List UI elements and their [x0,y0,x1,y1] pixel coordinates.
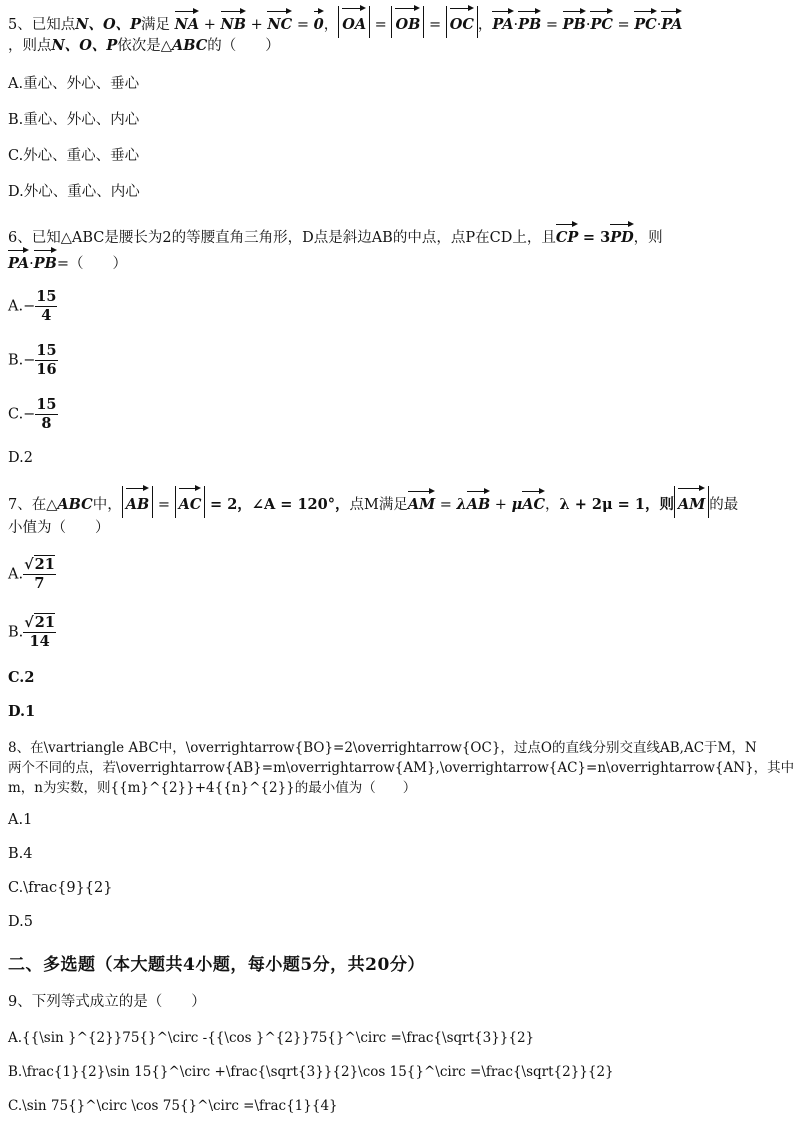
q5-cond-word: 满足 [141,17,171,33]
q6-option-b-label: B.− [8,352,36,369]
q6-option-d: D.2 [8,450,33,466]
q6-option-a [8,288,57,325]
q6-option-c-label: C.− [8,406,36,423]
q8-stem-line3: m，n为实数，则{{m}^{2}}+4{{n}^{2}}的最小值为（ ） [8,780,417,796]
q7-zhong: 中， [92,497,122,513]
q8-stem-line1: 8、在\vartriangle ABC中，\overrightarrow{BO}=2\overrightarrow{OC}，过点O的直线分别交直线AB,AC于M，N [8,740,757,756]
q6-stem-line2 [8,248,127,274]
q8-stem-line2: 两个不同的点，若\overrightarrow{AB}=m\overrightarrow{AM},\overrightarrow{AC}=n\overrightarrow{AN}，其中 [8,760,794,776]
q5-option-c: C.外心、重心、垂心 [8,148,140,164]
q9-option-a: A.{{\sin }^{2}}75{}^\circ -{{\cos }^{2}}75{}^\circ =\frac{\sqrt{3}}{2} [8,1030,535,1046]
q7-triangle: ABC [57,496,93,513]
q5-ask-points: N、O、P [51,37,118,54]
q7-stem-line1: 7、在△ABC中， AB = AC = 2，∠A = 120°，点M满足AM = λAB + μAC，λ + 2μ = 1，则 AM 的最 [8,486,738,518]
q7-option-c: C.2 [8,669,35,686]
q8-option-a: A.1 [8,812,33,828]
q6-option-a-den: 4 [41,307,52,324]
q6-option-c-fraction [35,396,57,433]
q6-cp-expr: CP = 3PD [556,230,634,246]
q5-points: N、O、P [75,16,142,33]
q6-dot-product: PA·PB [8,256,57,272]
q7-stem-line2: 小值为（ ） [8,520,110,536]
q5-vector-condition: NA + NB + NC = 0， OA = OB = OC ，PA·PB = PB·PC = PC·PA [175,17,683,33]
q6-option-b-den: 16 [36,361,57,378]
q8-option-b: B.4 [8,846,33,862]
q6-option-b [8,342,58,379]
q7-option-a-label: A. [8,566,24,583]
q7-option-a-den: 7 [34,575,45,592]
q6-then: ，则 [633,230,663,246]
q7-am-expr: AM = λAB + μAC， [408,497,560,513]
q7-option-a-fraction [23,556,56,593]
q7-option-d: D.1 [8,703,36,720]
q5-option-a: A.重心、外心、垂心 [8,76,140,92]
q7-abs-ab: AB [122,486,154,518]
q6-text: 6、已知△ABC是腰长为2的等腰直角三角形，D点是斜边AB的中点，点P在CD上，且 [8,230,556,246]
q7-m-text: 点M满足 [349,497,408,513]
q7-abs-ac: AC [175,486,206,518]
q5-stem-line1 [8,6,682,38]
q9-option-c: C.\sin 75{}^\circ \cos 75{}^\circ =\frac{1}{4} [8,1098,338,1114]
q7-option-a-num: √21 [24,556,55,573]
q5-option-b: B.重心、外心、内心 [8,112,140,128]
q8-option-c: C.\frac{9}{2} [8,880,113,896]
q6-stem-line1 [8,222,663,248]
q6-option-a-num: 15 [36,288,57,305]
q7-eq2: = 2，∠A = 120°， [210,496,350,513]
q6-option-b-fraction [35,342,57,379]
q6-tail: =（ ） [56,256,128,272]
q7-option-b-label: B. [8,624,24,641]
q6-option-a-label: A.− [8,298,36,315]
q5-ask-end: 的（ ） [207,38,280,54]
q5-ask-text: 依次是△ [117,38,172,54]
q9-stem: 9、下列等式成立的是（ ） [8,994,206,1010]
q7-option-b [8,614,56,651]
q6-option-c [8,396,58,433]
q6-option-b-num: 15 [36,342,57,359]
q5-stem-line2 [8,36,280,56]
q5-option-d: D.外心、重心、内心 [8,184,140,200]
q7-option-b-num: √21 [24,614,55,631]
q5-cond-tail: ，则点 [8,38,52,54]
q6-option-c-num: 15 [36,396,57,413]
q7-option-a [8,556,56,593]
q7-prefix: 7、在△ [8,497,58,513]
section-heading-multi-choice: 二、多选题（本大题共4小题，每小题5分，共20分） [8,955,425,975]
q7-cond: λ + 2μ = 1，则 [559,496,674,513]
q6-option-a-fraction [35,288,57,325]
q7-option-b-fraction [23,614,56,651]
q7-ask: 的最 [709,497,739,513]
q7-option-b-den: 14 [29,633,50,650]
q5-triangle: ABC [171,37,208,54]
q8-option-d: D.5 [8,914,33,930]
q5-prefix: 5、已知点 [8,17,76,33]
q6-option-c-den: 8 [41,415,52,432]
q9-option-b: B.\frac{1}{2}\sin 15{}^\circ +\frac{\sqrt{3}}{2}\cos 15{}^\circ =\frac{\sqrt{2}}{2} [8,1064,614,1080]
q7-abs-am: AM [674,486,709,518]
